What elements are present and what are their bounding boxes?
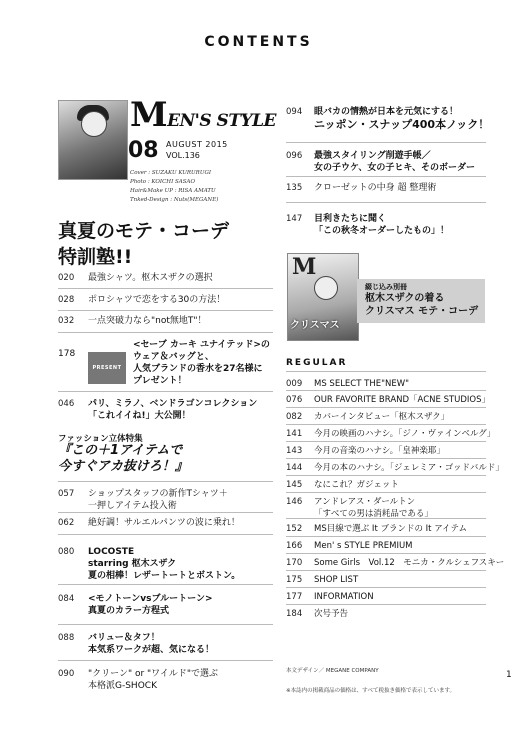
regular-item[interactable] xyxy=(286,540,413,552)
divider xyxy=(286,424,486,425)
regular-item[interactable] xyxy=(286,462,504,474)
divider xyxy=(286,536,486,537)
page-number: 152 xyxy=(286,524,303,534)
divider xyxy=(286,518,486,519)
entry-line: 最強スタイリング削遊手帳／ xyxy=(314,151,431,161)
page-number: 175 xyxy=(286,575,303,585)
entry-line: 女の子ウケ、女の子ヒキ、そのボーダー xyxy=(314,163,476,173)
page-number: 096 xyxy=(286,151,303,161)
logo-m: M xyxy=(130,95,168,135)
credit-line: Cover : SUZAKU KURURUGI xyxy=(130,170,212,176)
divider xyxy=(58,534,273,535)
price-note: ※本誌内の掲載商品の価格は、すべて税抜き価格で表示しています。 xyxy=(286,688,456,694)
page-number: 084 xyxy=(58,594,75,604)
toc-entry[interactable] xyxy=(286,106,490,131)
page-number: 135 xyxy=(286,183,303,193)
entry-line: ニッポン・スナップ400本ノック！ xyxy=(314,118,490,131)
supplement-title-line: クリスマス モテ・コーデ xyxy=(365,306,479,317)
entry-line: <セーブ カーキ ユナイテッド>の xyxy=(133,340,270,350)
supplement-box[interactable] xyxy=(357,279,485,323)
page-number: 062 xyxy=(58,518,75,528)
regular-item-title: INFORMATION xyxy=(314,592,374,602)
mag-logo: M xyxy=(292,254,317,280)
divider xyxy=(58,288,273,289)
divider xyxy=(286,587,486,588)
regular-item-title: 今月の音楽のハナシ。「皇神楽耶」 xyxy=(314,446,445,456)
divider xyxy=(286,553,486,554)
toc-entry[interactable] xyxy=(58,668,219,691)
toc-entry[interactable] xyxy=(286,182,437,194)
page-number: 076 xyxy=(286,395,303,405)
feature-headline-line: 今すぐアカ抜けろ！』 xyxy=(58,459,188,474)
character-face xyxy=(81,111,107,137)
divider xyxy=(58,481,273,482)
entry-line: <モノトーンvsブルートーン> xyxy=(88,594,213,604)
divider xyxy=(286,371,486,372)
toc-entry[interactable] xyxy=(58,632,215,655)
page-number: 147 xyxy=(286,214,303,224)
page-number: 032 xyxy=(58,316,75,326)
toc-entry[interactable] xyxy=(58,517,240,529)
main-headline xyxy=(58,218,229,270)
regular-item-title: 今月の映画のハナシ。「ジノ・ヴァインベルグ」 xyxy=(314,429,496,439)
divider xyxy=(286,570,486,571)
entry-line: 夏の相棒！レザートートとボストン。 xyxy=(88,571,241,581)
page-number: 080 xyxy=(58,547,75,557)
feature-headline xyxy=(58,443,188,475)
page-number: 020 xyxy=(58,273,75,283)
entry-line: プレゼント！ xyxy=(133,376,187,386)
regular-item-title: MS SELECT THE"NEW" xyxy=(314,379,410,389)
regular-item[interactable] xyxy=(286,608,349,620)
page-number: 009 xyxy=(286,379,303,389)
regular-item[interactable] xyxy=(286,523,468,535)
mag-cover-text: クリスマス xyxy=(290,320,340,331)
feature-label: ファッション立体特集 xyxy=(58,434,143,444)
entry-line: クローゼットの中身 超 整理術 xyxy=(314,183,437,193)
design-credit: 本文デザイン／ MEGANE COMPANY xyxy=(286,668,379,674)
entry-title: 最強シャツ。枢木スザクの選択 xyxy=(88,273,213,283)
page-number-footer: 1 xyxy=(506,670,512,680)
divider xyxy=(286,492,486,493)
entry-line: パリ、ミラノ、ベンドラゴンコレクション xyxy=(88,399,258,409)
toc-entry[interactable] xyxy=(286,150,476,173)
entry-line: 本気系ワークが超、気になる！ xyxy=(88,645,215,655)
entry-line: バリュー＆タフ！ xyxy=(88,633,160,643)
regular-item[interactable] xyxy=(286,557,505,569)
regular-item-title: なにこれ？ガジェット xyxy=(314,480,399,490)
regular-header: REGULAR xyxy=(286,358,348,368)
page-number: 057 xyxy=(58,489,75,499)
entry-line: 真夏のカラー方程式 xyxy=(88,606,170,616)
divider xyxy=(286,202,486,203)
regular-item[interactable] xyxy=(286,378,410,390)
regular-item-title: Men' s STYLE PREMIUM xyxy=(314,541,413,551)
regular-item-title: アンドレアス・ダールトン 「すべての男は消耗品である」 xyxy=(314,497,433,519)
page-number: 090 xyxy=(58,669,75,679)
entry-line: 人気ブランドの香水を27名様に xyxy=(133,364,263,374)
toc-entry[interactable] xyxy=(58,488,228,511)
divider xyxy=(58,310,273,311)
supplement-label: 綴じ込み別冊 xyxy=(365,283,407,291)
regular-item-title: MS目線で選ぶ It ブランドの It アイテム xyxy=(314,524,468,534)
entry-line: 「これイイね!」大公開！ xyxy=(88,411,191,421)
divider xyxy=(286,441,486,442)
entry-line: LOCOSTE xyxy=(88,547,135,557)
divider xyxy=(286,458,486,459)
toc-entry[interactable] xyxy=(58,272,213,284)
toc-entry[interactable] xyxy=(58,546,241,581)
page-number: 082 xyxy=(286,412,303,422)
entry-title: 絶好調！サルエルパンツの波に乗れ！ xyxy=(88,518,240,528)
entry-line: 「この秋冬オーダーしたもの」！ xyxy=(314,226,450,236)
toc-entry[interactable] xyxy=(58,315,207,327)
credit-line: Hair&Make UP : RISA AMATU xyxy=(130,188,216,194)
toc-entry[interactable] xyxy=(286,213,450,236)
regular-item-title: OUR FAVORITE BRAND「ACNE STUDIOS」 xyxy=(314,395,491,405)
divider xyxy=(286,142,486,143)
toc-entry[interactable] xyxy=(58,294,225,306)
issue-volume: VOL.136 xyxy=(166,151,200,160)
entry-line: 一押しアイテム投入術 xyxy=(88,501,177,511)
regular-item-title: 次号予告 xyxy=(314,609,349,619)
supplement-cover-image xyxy=(287,253,359,341)
divider xyxy=(58,512,273,513)
regular-item[interactable] xyxy=(286,394,491,406)
divider xyxy=(58,624,273,625)
page-number: 177 xyxy=(286,592,303,602)
credit-line: Photo : KOICHI SASAO xyxy=(130,179,195,185)
entry-line: ショップスタッフの新作Tシャツ＋ xyxy=(88,489,228,499)
divider xyxy=(286,390,486,391)
regular-item[interactable] xyxy=(286,428,496,440)
page-number: 170 xyxy=(286,558,303,568)
divider xyxy=(286,475,486,476)
page-number: 144 xyxy=(286,463,303,473)
regular-item[interactable] xyxy=(286,411,450,423)
regular-item-title: SHOP LIST xyxy=(314,575,359,585)
entry-line: "クリーン" or "ワイルド"で選ぶ xyxy=(88,669,219,679)
cover-credits xyxy=(130,169,218,205)
entry-line: ウェア＆バッグと、 xyxy=(133,352,214,362)
regular-item[interactable] xyxy=(286,445,445,457)
regular-item-title: 今月の本のハナシ。「ジェレミア・ゴッドバルド」 xyxy=(314,463,504,473)
mag-character-face xyxy=(314,276,338,300)
page-number: 094 xyxy=(286,107,303,117)
regular-item[interactable] xyxy=(286,591,374,603)
supplement-title-line: 枢木スザクの着る xyxy=(365,293,445,304)
page-number: 145 xyxy=(286,480,303,490)
divider xyxy=(58,332,273,333)
regular-item[interactable] xyxy=(286,496,433,519)
regular-item-title: カバーインタビュー「枢木スザク」 xyxy=(314,412,450,422)
entry-line: 眼バカの情熱が日本を元気にする！ xyxy=(314,107,459,117)
page-number: 146 xyxy=(286,497,303,507)
logo-rest: EN'S STYLE xyxy=(167,111,277,131)
entry-line: 本格派G-SHOCK xyxy=(88,681,157,691)
divider xyxy=(58,660,273,661)
regular-item[interactable] xyxy=(286,479,399,491)
credit-line: Tnked-Design : Nuts(MEGANE) xyxy=(130,197,219,203)
cover-illustration xyxy=(58,100,128,180)
page-title: CONTENTS xyxy=(204,34,313,50)
divider xyxy=(58,584,273,585)
entry-title: ポロシャツで恋をする30の方法！ xyxy=(88,295,226,305)
headline-line: 真夏のモテ・コーデ xyxy=(58,220,230,242)
toc-entry-page: 178 xyxy=(58,349,76,359)
page-number: 141 xyxy=(286,429,303,439)
toc-entry[interactable] xyxy=(133,339,270,387)
divider xyxy=(286,176,486,177)
page-number: 028 xyxy=(58,295,75,305)
page-number: 166 xyxy=(286,541,303,551)
divider xyxy=(286,604,486,605)
magazine-logo xyxy=(130,95,277,135)
entry-line: starring 枢木スザク xyxy=(88,559,177,569)
headline-line: 特訓塾!! xyxy=(58,246,133,268)
divider xyxy=(286,407,486,408)
entry-line: 目利きたちに聞く xyxy=(314,214,387,224)
entry-title: 一点突破力なら"not無地T"！ xyxy=(88,316,207,326)
page-number: 088 xyxy=(58,633,75,643)
divider xyxy=(58,391,273,392)
issue-month: AUGUST 2015 xyxy=(166,140,228,149)
page-number: 184 xyxy=(286,609,303,619)
regular-item-title: Some Girls Vol.12 モニカ・クルシェフスキー xyxy=(314,558,505,568)
regular-item[interactable] xyxy=(286,574,359,586)
toc-entry[interactable] xyxy=(58,398,258,421)
feature-headline-line: 『この＋1アイテムで xyxy=(58,443,183,458)
toc-entry[interactable] xyxy=(58,593,213,616)
present-badge: PRESENT xyxy=(88,352,126,384)
page-number: 143 xyxy=(286,446,303,456)
issue-number: 08 xyxy=(128,138,159,163)
page-number: 046 xyxy=(58,399,75,409)
